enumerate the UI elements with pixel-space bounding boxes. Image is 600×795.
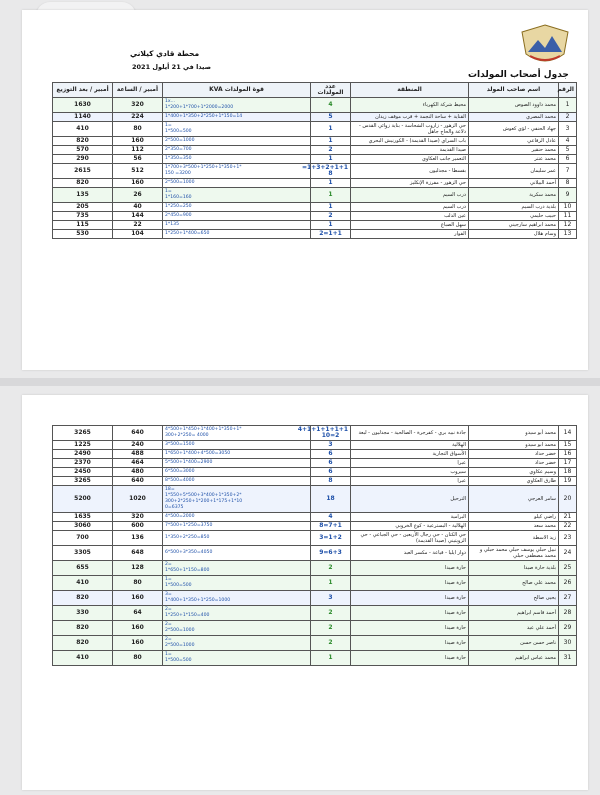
- station-name: محطة قادي كيلاني: [130, 49, 200, 58]
- area-name: الترحيل: [351, 486, 469, 513]
- amp-after-distribution: 3060: [53, 522, 113, 531]
- area-name: الفوار: [351, 230, 469, 239]
- amp-per-hour: 26: [113, 188, 163, 203]
- table-row: [53, 561, 577, 576]
- col-header-area: المنطقة: [351, 83, 469, 98]
- table-row: [53, 98, 577, 113]
- amp-per-hour: 56: [113, 155, 163, 164]
- table-row: [53, 531, 577, 546]
- generator-kva: 2*450=900: [163, 212, 311, 221]
- amp-per-hour: 1020: [113, 486, 163, 513]
- generator-count: 6: [311, 450, 351, 459]
- area-name: التعمير جانب العكاوي: [351, 155, 469, 164]
- amp-after-distribution: 1140: [53, 113, 113, 122]
- amp-after-distribution: 820: [53, 179, 113, 188]
- generator-count: 18: [311, 486, 351, 513]
- col-header-kva: قوة المولدات KVA: [163, 83, 311, 98]
- area-name: جادة نبيه بري - كفرجرة - الصالحية - مجدليون - لبعة: [351, 426, 469, 441]
- table-row: [53, 212, 577, 221]
- generators-table-1: [52, 82, 577, 239]
- row-number: 21: [559, 513, 577, 522]
- table-row: [53, 522, 577, 531]
- amp-after-distribution: 135: [53, 188, 113, 203]
- document-title: جدول أصحاب المولدات: [468, 70, 569, 80]
- table-row: [53, 164, 577, 179]
- table-row: [53, 591, 577, 606]
- amp-after-distribution: 5200: [53, 486, 113, 513]
- owner-name: يحيى صالح: [469, 591, 559, 606]
- amp-after-distribution: 410: [53, 122, 113, 137]
- amp-after-distribution: 1630: [53, 98, 113, 113]
- amp-per-hour: 40: [113, 203, 163, 212]
- generator-kva: 1x... 1*200+1*700+1*2000=2000: [163, 98, 311, 113]
- generator-kva: 1*350+2*250=850: [163, 531, 311, 546]
- row-number: 19: [559, 477, 577, 486]
- amp-per-hour: 320: [113, 513, 163, 522]
- amp-per-hour: 160: [113, 137, 163, 146]
- area-name: بقسطا - مجدليون: [351, 164, 469, 179]
- generator-kva: 1*250=250: [163, 203, 311, 212]
- area-name: عبرا: [351, 477, 469, 486]
- amp-per-hour: 224: [113, 113, 163, 122]
- generator-count: 1+2=3: [311, 531, 351, 546]
- document-page-2: [22, 395, 588, 790]
- row-number: 20: [559, 486, 577, 513]
- amp-after-distribution: 1635: [53, 513, 113, 522]
- amp-per-hour: 480: [113, 468, 163, 477]
- document-page-1: [22, 10, 588, 370]
- generator-count: 6: [311, 459, 351, 468]
- area-name: عبرا: [351, 459, 469, 468]
- amp-after-distribution: 735: [53, 212, 113, 221]
- owner-name: عادل الرفاعي: [469, 137, 559, 146]
- generator-count: 1: [311, 221, 351, 230]
- generator-kva: 4*500+1*450+1*400+1*350+1* 300+2*250= 4000: [163, 426, 311, 441]
- row-number: 6: [559, 155, 577, 164]
- area-name: حي الزهور - زاروب الشحاسة - بناية زوائي القدس - دلاعة والحاج جاهل: [351, 122, 469, 137]
- area-name: حارة صيدا: [351, 651, 469, 666]
- area-name: عين الدلب: [351, 212, 469, 221]
- generator-kva: 2= 2*500=1000: [163, 636, 311, 651]
- owner-name: حبيب حليمي: [469, 212, 559, 221]
- generator-kva: 2= 2*500=1000: [163, 621, 311, 636]
- amp-after-distribution: 205: [53, 203, 113, 212]
- amp-per-hour: 240: [113, 441, 163, 450]
- owner-name: محمد أبو سيدو: [469, 426, 559, 441]
- area-name: دوار ايليا - قياعة - مكسر العبد: [351, 546, 469, 561]
- area-name: حي الزهور - مفرزة الإنكليز: [351, 179, 469, 188]
- document-date: صيدا في 21 أيلول 2021: [132, 63, 211, 71]
- amp-after-distribution: 820: [53, 591, 113, 606]
- owner-name: وسيم عكاوي: [469, 468, 559, 477]
- row-number: 11: [559, 212, 577, 221]
- col-header-price: أمبير / بعد التوزيع: [53, 83, 113, 98]
- generator-kva: 7*500+1*250=3750: [163, 522, 311, 531]
- table-row: [53, 606, 577, 621]
- generator-count: 1+3+2+1+1= 8: [311, 164, 351, 179]
- amp-per-hour: 128: [113, 561, 163, 576]
- amp-after-distribution: 820: [53, 137, 113, 146]
- owner-name: محمد ابراهيم سارجيني: [469, 221, 559, 230]
- row-number: 31: [559, 651, 577, 666]
- owner-name: أحمد علي عيد: [469, 621, 559, 636]
- generator-kva: 1*350=350: [163, 155, 311, 164]
- owner-name: خضر حداد: [469, 450, 559, 459]
- amp-per-hour: 464: [113, 459, 163, 468]
- owner-name: عمر سليمان: [469, 164, 559, 179]
- amp-after-distribution: 115: [53, 221, 113, 230]
- row-number: 12: [559, 221, 577, 230]
- row-number: 28: [559, 606, 577, 621]
- amp-per-hour: 64: [113, 606, 163, 621]
- col-header-number: الرقم: [559, 83, 577, 98]
- generator-kva: 2= 1*650+1*150=800: [163, 561, 311, 576]
- row-number: 4: [559, 137, 577, 146]
- row-number: 29: [559, 621, 577, 636]
- amp-per-hour: 144: [113, 212, 163, 221]
- amp-after-distribution: 820: [53, 621, 113, 636]
- generator-count: 8: [311, 477, 351, 486]
- owner-name: راضي كيلو: [469, 513, 559, 522]
- generator-kva: 3*500=1500: [163, 441, 311, 450]
- institution-logo: [520, 24, 570, 68]
- area-name: حارة صيدا: [351, 606, 469, 621]
- amp-per-hour: 160: [113, 636, 163, 651]
- area-name: صيدا القديمة: [351, 146, 469, 155]
- amp-after-distribution: 3305: [53, 546, 113, 561]
- amp-after-distribution: 820: [53, 636, 113, 651]
- amp-per-hour: 640: [113, 477, 163, 486]
- row-number: 27: [559, 591, 577, 606]
- owner-name: بلدية حارة صيدا: [469, 561, 559, 576]
- table-row: [53, 146, 577, 155]
- generator-count: 1: [311, 122, 351, 137]
- table-row: [53, 477, 577, 486]
- owner-name: محمد ابو سيدو: [469, 441, 559, 450]
- table-row: [53, 113, 577, 122]
- table-row: [53, 450, 577, 459]
- row-number: 24: [559, 546, 577, 561]
- generator-kva: 1*650+1*400+4*500=3050: [163, 450, 311, 459]
- amp-per-hour: 136: [113, 531, 163, 546]
- table-row: [53, 576, 577, 591]
- generator-kva: 1*135: [163, 221, 311, 230]
- generator-count: 2: [311, 621, 351, 636]
- generator-kva: 8*500=4000: [163, 477, 311, 486]
- owner-name: سامر العرجي: [469, 486, 559, 513]
- owner-name: محمد داوود الصوص: [469, 98, 559, 113]
- owner-name: محمد عنتر: [469, 155, 559, 164]
- generator-count: 2: [311, 561, 351, 576]
- row-number: 17: [559, 459, 577, 468]
- amp-after-distribution: 700: [53, 531, 113, 546]
- owner-name: محمد سعد: [469, 522, 559, 531]
- owner-name: جهاد الحنفي - لؤي كعوش: [469, 122, 559, 137]
- table-row: [53, 636, 577, 651]
- area-name: البرامية: [351, 513, 469, 522]
- table-row: [53, 230, 577, 239]
- row-number: 16: [559, 450, 577, 459]
- area-name: الهلالية: [351, 441, 469, 450]
- row-number: 8: [559, 179, 577, 188]
- generator-count: 1: [311, 576, 351, 591]
- owner-name: محمد المصري: [469, 113, 559, 122]
- table-row: [53, 122, 577, 137]
- table-row: [53, 137, 577, 146]
- generator-count: 4: [311, 98, 351, 113]
- row-number: 7: [559, 164, 577, 179]
- owner-name: زيد الاسطة: [469, 531, 559, 546]
- generator-kva: 1= 1*500=500: [163, 576, 311, 591]
- table-row: [53, 221, 577, 230]
- table-row: [53, 651, 577, 666]
- area-name: محيط شركة الكهرباء: [351, 98, 469, 113]
- row-number: 15: [559, 441, 577, 450]
- area-name: سيروب: [351, 468, 469, 477]
- owner-name: محمد علي صالح: [469, 576, 559, 591]
- col-header-amp: أمبير / الساعة: [113, 83, 163, 98]
- owner-name: أحمد البيلاني: [469, 179, 559, 188]
- area-name: حارة صيدا: [351, 636, 469, 651]
- amp-after-distribution: 2490: [53, 450, 113, 459]
- generator-kva: 1= 1*500=500: [163, 122, 311, 137]
- generator-kva: 2*350=700: [163, 146, 311, 155]
- generator-kva: 1*400+1*350+2*250+1*150=14: [163, 113, 311, 122]
- generator-count: 7+1=8: [311, 522, 351, 531]
- area-name: سهل الصباغ: [351, 221, 469, 230]
- amp-after-distribution: 410: [53, 651, 113, 666]
- amp-per-hour: 104: [113, 230, 163, 239]
- generator-count: 2: [311, 146, 351, 155]
- row-number: 9: [559, 188, 577, 203]
- amp-after-distribution: 410: [53, 576, 113, 591]
- area-name: حي الكنان - حي رجال الأربعين - حي الجباعي - حي الزويتيني (صيدا القديمة): [351, 531, 469, 546]
- generator-kva: 2*500=1000: [163, 137, 311, 146]
- generator-count: 1: [311, 137, 351, 146]
- amp-per-hour: 160: [113, 179, 163, 188]
- owner-name: أحمد قاسم ابراهيم: [469, 606, 559, 621]
- amp-per-hour: 22: [113, 221, 163, 230]
- area-name: حارة صيدا: [351, 591, 469, 606]
- amp-per-hour: 320: [113, 98, 163, 113]
- table-header-row: [53, 83, 577, 98]
- row-number: 3: [559, 122, 577, 137]
- generator-kva: 1*250+1*400=650: [163, 230, 311, 239]
- generator-count: 3: [311, 591, 351, 606]
- owner-name: محمد حنقير: [469, 146, 559, 155]
- generator-kva: 1*700+3*500+1*250+1*350+1* 150 =3200: [163, 164, 311, 179]
- amp-after-distribution: 2370: [53, 459, 113, 468]
- owner-name: محمد عباس ابراهيم: [469, 651, 559, 666]
- table-row: [53, 188, 577, 203]
- generator-count: 5: [311, 113, 351, 122]
- area-name: حارة صيدا: [351, 576, 469, 591]
- table-row: [53, 441, 577, 450]
- generator-count: 3: [311, 441, 351, 450]
- generator-count: 1+1=2: [311, 230, 351, 239]
- generator-count: 6: [311, 468, 351, 477]
- amp-after-distribution: 570: [53, 146, 113, 155]
- row-number: 10: [559, 203, 577, 212]
- amp-per-hour: 80: [113, 576, 163, 591]
- owner-name: ناصر حسن حسن: [469, 636, 559, 651]
- generator-count: 2: [311, 606, 351, 621]
- generator-count: 6+3=9: [311, 546, 351, 561]
- generator-kva: 5*500+1*400=2900: [163, 459, 311, 468]
- amp-per-hour: 488: [113, 450, 163, 459]
- generator-count: 4+1+1+1+1+1 2=10: [311, 426, 351, 441]
- area-name: حارة صيدا: [351, 621, 469, 636]
- generator-count: 1: [311, 203, 351, 212]
- area-name: الأسواق التجارية: [351, 450, 469, 459]
- amp-per-hour: 80: [113, 651, 163, 666]
- table-row: [53, 486, 577, 513]
- generator-kva: 4*500=2000: [163, 513, 311, 522]
- amp-per-hour: 640: [113, 426, 163, 441]
- amp-after-distribution: 1225: [53, 441, 113, 450]
- area-name: درب السيم: [351, 188, 469, 203]
- amp-per-hour: 160: [113, 621, 163, 636]
- amp-per-hour: 512: [113, 164, 163, 179]
- owner-name: نبيل حبلي يوسف حبلي محمد حبلي و محمد مصطفى حبلي: [469, 546, 559, 561]
- area-name: درب السيم: [351, 203, 469, 212]
- generator-kva: 3= 1*400+1*350+1*250=1000: [163, 591, 311, 606]
- amp-per-hour: 600: [113, 522, 163, 531]
- generator-kva: 6*500+3*350=4050: [163, 546, 311, 561]
- table-row: [53, 426, 577, 441]
- table-row: [53, 546, 577, 561]
- amp-per-hour: 160: [113, 591, 163, 606]
- row-number: 13: [559, 230, 577, 239]
- amp-per-hour: 80: [113, 122, 163, 137]
- generator-count: 4: [311, 513, 351, 522]
- owner-name: محمد سكرية: [469, 188, 559, 203]
- table-row: [53, 459, 577, 468]
- owner-name: طارق العكاوي: [469, 477, 559, 486]
- row-number: 5: [559, 146, 577, 155]
- amp-after-distribution: 655: [53, 561, 113, 576]
- row-number: 26: [559, 576, 577, 591]
- row-number: 1: [559, 98, 577, 113]
- table-row: [53, 179, 577, 188]
- area-name: الهلالية - البسترعية - كوع الخروبي: [351, 522, 469, 531]
- owner-name: وسام هلال: [469, 230, 559, 239]
- col-header-count: عدد المولدات: [311, 83, 351, 98]
- amp-after-distribution: 290: [53, 155, 113, 164]
- generator-kva: 1= 1*160=160: [163, 188, 311, 203]
- generator-kva: 6*500=3000: [163, 468, 311, 477]
- amp-after-distribution: 3265: [53, 426, 113, 441]
- generator-count: 1: [311, 179, 351, 188]
- generator-count: 2: [311, 212, 351, 221]
- generator-kva: 18= 1*550+5*500+3*400+1*350+2* 300+2*250+1*200+1*175+1*10 0=6375: [163, 486, 311, 513]
- table-row: [53, 513, 577, 522]
- table-row: [53, 155, 577, 164]
- row-number: 25: [559, 561, 577, 576]
- col-header-owner: اسم صاحب المولد: [469, 83, 559, 98]
- area-name: باب السراي (صيدا القديمة) - الكورنيش البحري: [351, 137, 469, 146]
- table-row: [53, 468, 577, 477]
- row-number: 30: [559, 636, 577, 651]
- generator-kva: 1= 1*500=500: [163, 651, 311, 666]
- amp-after-distribution: 2450: [53, 468, 113, 477]
- area-name: حارة صيدا: [351, 561, 469, 576]
- amp-per-hour: 112: [113, 146, 163, 155]
- amp-after-distribution: 330: [53, 606, 113, 621]
- generator-count: 1: [311, 651, 351, 666]
- owner-name: بلدية درب السيم: [469, 203, 559, 212]
- row-number: 2: [559, 113, 577, 122]
- table-row: [53, 621, 577, 636]
- generator-count: 1: [311, 188, 351, 203]
- row-number: 14: [559, 426, 577, 441]
- row-number: 23: [559, 531, 577, 546]
- area-name: القناية + ساحة النجمة + قرب موقف زيدان: [351, 113, 469, 122]
- generator-count: 2: [311, 636, 351, 651]
- amp-after-distribution: 2615: [53, 164, 113, 179]
- owner-name: خضر حداد: [469, 459, 559, 468]
- table-row: [53, 203, 577, 212]
- page-separator: [0, 378, 600, 386]
- generator-kva: 2*500=1000: [163, 179, 311, 188]
- row-number: 22: [559, 522, 577, 531]
- generator-kva: 2= 1*250+1*150=400: [163, 606, 311, 621]
- generator-count: 1: [311, 155, 351, 164]
- amp-after-distribution: 530: [53, 230, 113, 239]
- row-number: 18: [559, 468, 577, 477]
- amp-per-hour: 648: [113, 546, 163, 561]
- amp-after-distribution: 3265: [53, 477, 113, 486]
- generators-table-2: [52, 425, 577, 666]
